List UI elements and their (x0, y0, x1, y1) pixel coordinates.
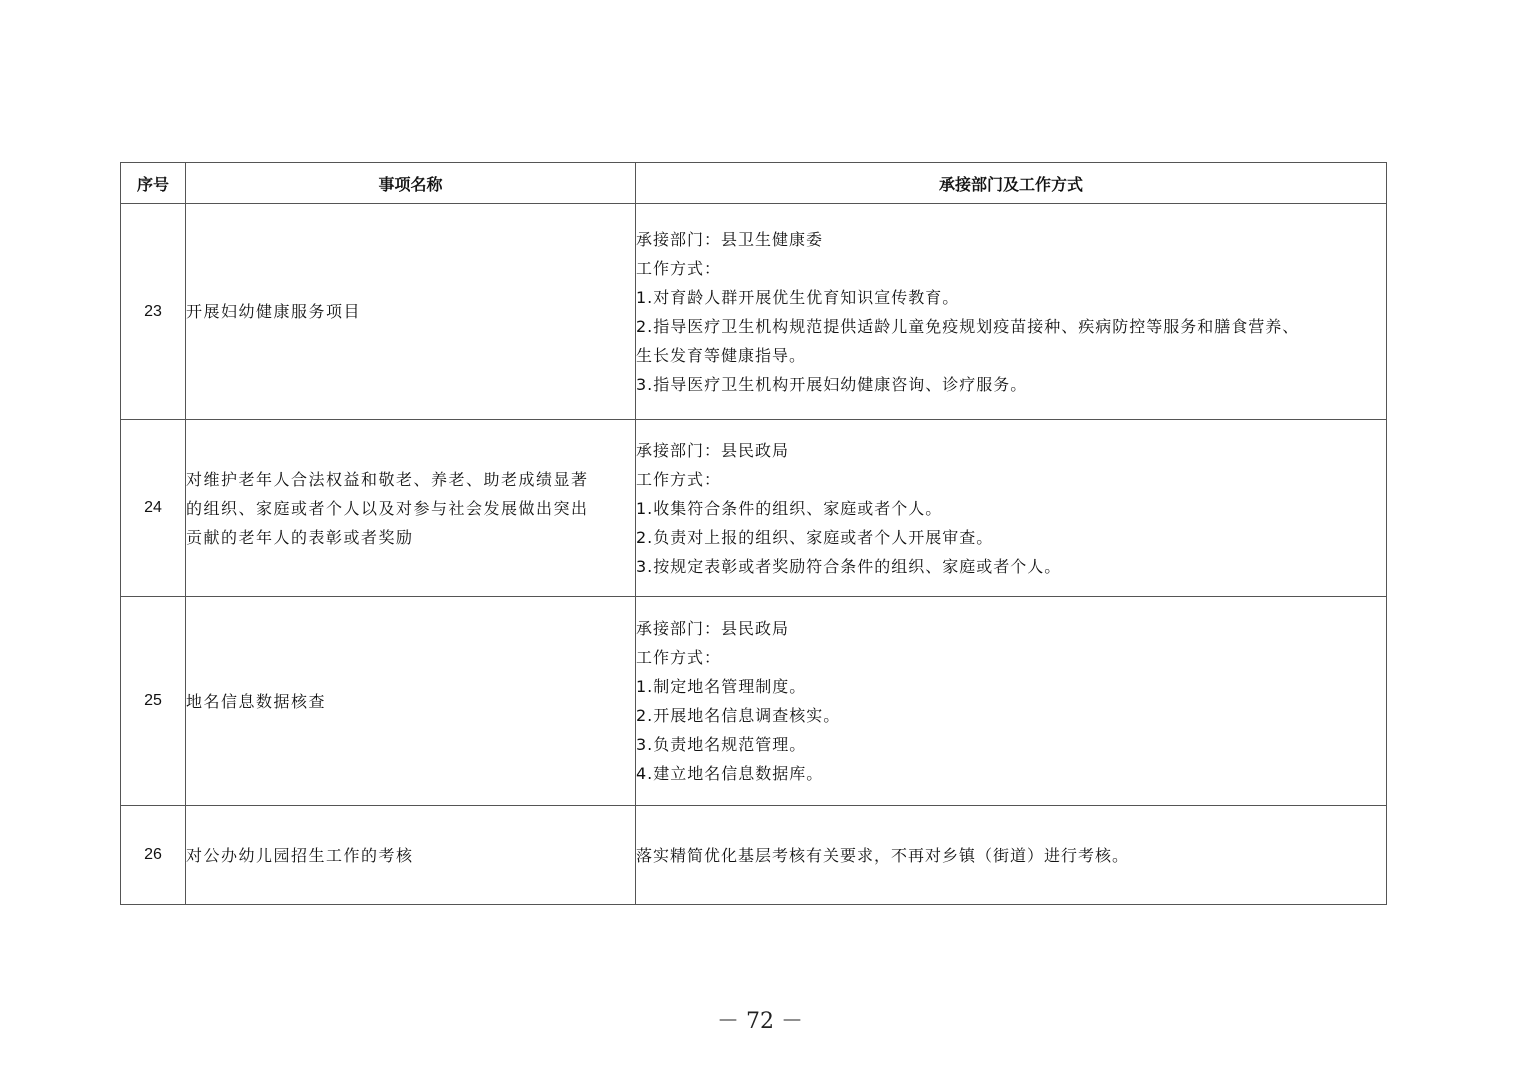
row-number: 25 (121, 597, 186, 806)
page-number: － 72 － (717, 1009, 803, 1034)
method-item-line: 2.开展地名信息调查核实。 (636, 706, 841, 725)
matters-table (120, 162, 1387, 905)
method-item-line: 3.指导医疗卫生机构开展妇幼健康咨询、诊疗服务。 (636, 374, 1028, 394)
row-number: 23 (121, 204, 186, 420)
method-item-line: 1.制定地名管理制度。 (636, 677, 807, 696)
department-method (636, 204, 1387, 420)
table-row (121, 597, 1387, 806)
method-label-line: 工作方式： (636, 648, 722, 667)
method-item-line: 3.按规定表彰或者奖励符合条件的组织、家庭或者个人。 (636, 556, 1062, 576)
header-department-method: 承接部门及工作方式 (636, 163, 1387, 204)
method-item-line: 落实精简优化基层考核有关要求，不再对乡镇（街道）进行考核。 (636, 845, 1130, 865)
matter-name (186, 806, 636, 905)
matter-name-line: 对公办幼儿园招生工作的考核 (186, 845, 414, 865)
matter-name (186, 420, 636, 597)
method-item-line: 4.建立地名信息数据库。 (636, 764, 824, 783)
table-row (121, 420, 1387, 597)
department-line: 承接部门：县民政局 (636, 619, 790, 638)
matter-name-line: 地名信息数据核查 (186, 691, 327, 711)
department-line: 承接部门：县卫生健康委 (636, 229, 824, 249)
matter-name (186, 597, 636, 806)
table-row (121, 204, 1387, 420)
method-item-line: 1.对育龄人群开展优生优育知识宣传教育。 (636, 287, 960, 307)
matter-name-line: 对维护老年人合法权益和敬老、养老、助老成绩显著 (186, 469, 589, 489)
header-serial-number: 序号 (121, 163, 186, 204)
table-row (121, 806, 1387, 905)
matter-name-line: 的组织、家庭或者个人以及对参与社会发展做出突出 (186, 498, 589, 518)
department-method (636, 806, 1387, 905)
department-line: 承接部门：县民政局 (636, 440, 790, 460)
matter-name-line: 贡献的老年人的表彰或者奖励 (186, 527, 414, 547)
department-method (636, 420, 1387, 597)
method-item-line: 2.负责对上报的组织、家庭或者个人开展审查。 (636, 527, 994, 547)
method-label-line: 工作方式： (636, 469, 722, 489)
header-matter-name: 事项名称 (186, 163, 636, 204)
table-header-row (121, 163, 1387, 204)
method-item-line: 1.收集符合条件的组织、家庭或者个人。 (636, 498, 943, 518)
matter-name (186, 204, 636, 420)
method-label-line: 工作方式： (636, 258, 722, 278)
row-number: 24 (121, 420, 186, 597)
method-item-line: 2.指导医疗卫生机构规范提供适龄儿童免疫规划疫苗接种、疾病防控等服务和膳食营养、 (636, 316, 1300, 336)
method-item-line: 生长发育等健康指导。 (636, 345, 807, 365)
method-item-line: 3.负责地名规范管理。 (636, 735, 807, 754)
row-number: 26 (121, 806, 186, 905)
department-method (636, 597, 1387, 806)
matter-name-line: 开展妇幼健康服务项目 (186, 302, 362, 321)
